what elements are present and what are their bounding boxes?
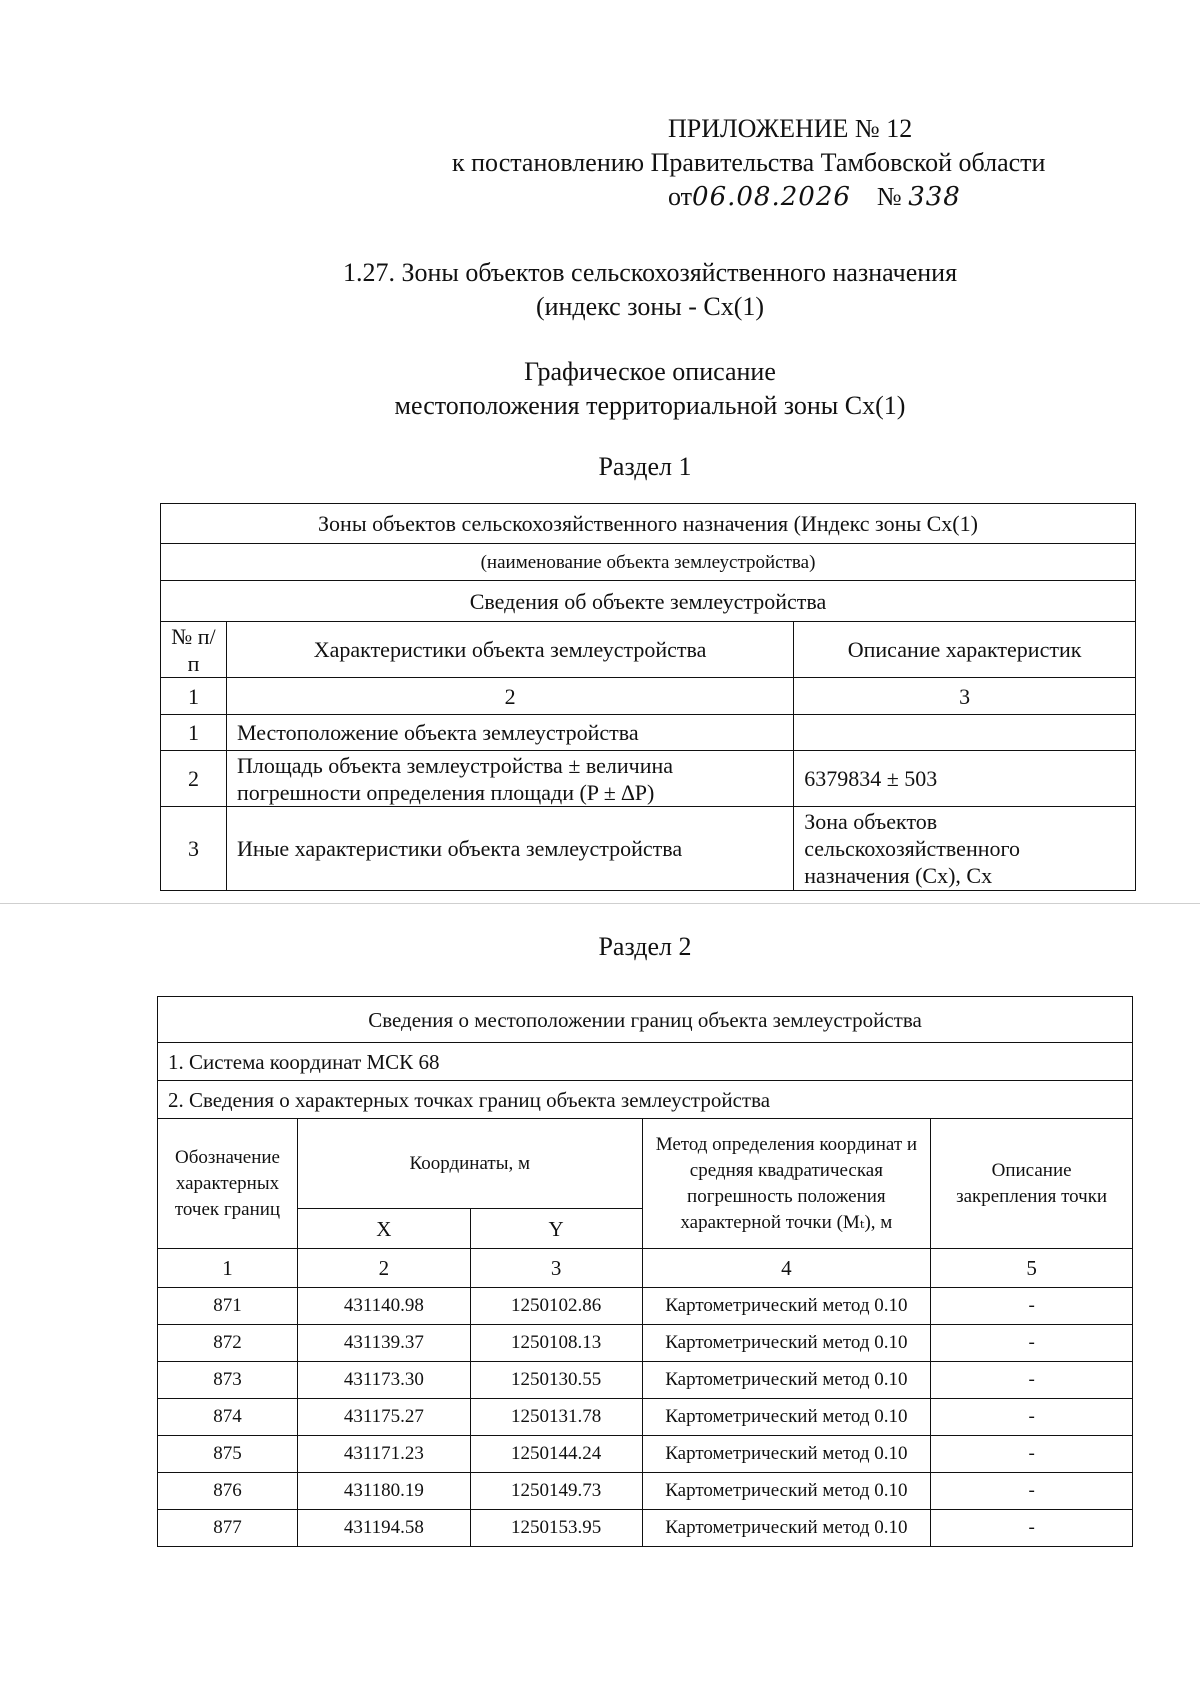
col-index: 2: [226, 678, 793, 715]
point-y: 1250153.95: [470, 1510, 642, 1547]
section1-heading: Раздел 1: [598, 452, 692, 481]
object-name-caption: (наименование объекта землеустройства): [161, 544, 1136, 581]
point-id: 872: [158, 1325, 298, 1362]
point-y: 1250149.73: [470, 1473, 642, 1510]
point-fixation: -: [931, 1510, 1133, 1547]
point-fixation: -: [931, 1473, 1133, 1510]
table-row: [161, 751, 1136, 807]
point-y: 1250130.55: [470, 1362, 642, 1399]
row-num: 3: [161, 807, 227, 891]
appendix-number: ПРИЛОЖЕНИЕ № 12: [668, 114, 913, 143]
object-info-heading: Сведения об объекте землеустройства: [161, 581, 1136, 622]
point-method: Картометрический метод 0.10: [642, 1288, 931, 1325]
point-id: 874: [158, 1399, 298, 1436]
point-x: 431194.58: [297, 1510, 470, 1547]
point-x: 431180.19: [297, 1473, 470, 1510]
point-id: 871: [158, 1288, 298, 1325]
row-num: 1: [161, 715, 227, 751]
point-method: Картометрический метод 0.10: [642, 1399, 931, 1436]
table-row: [161, 807, 1136, 891]
col-header-fixation: Описание закрепления точки: [931, 1119, 1133, 1249]
col-header-point: Обозначение характерных точек границ: [158, 1119, 298, 1249]
handwritten-number: 338: [908, 182, 961, 212]
row-characteristic: Иные характеристики объекта землеустройства: [226, 807, 793, 891]
subtitle-line-2: местоположения территориальной зоны Сх(1): [394, 391, 906, 420]
row-description: [794, 715, 1136, 751]
col-index: 3: [470, 1249, 642, 1288]
point-x: 431140.98: [297, 1288, 470, 1325]
boundary-info-title: Сведения о местоположении границ объекта землеустройства: [158, 997, 1133, 1043]
point-x: 431173.30: [297, 1362, 470, 1399]
points-heading: 2. Сведения о характерных точках границ объекта землеустройства: [158, 1081, 1133, 1119]
point-fixation: -: [931, 1325, 1133, 1362]
title-line-1: 1.27. Зоны объектов сельскохозяйственного назначения: [342, 258, 958, 287]
col-header-method: Метод определения координат и средняя квадратическая погрешность положения характерной точки (Mₜ), м: [642, 1119, 931, 1249]
col-index: 4: [642, 1249, 931, 1288]
table-row: [158, 1288, 1133, 1325]
col-index: 2: [297, 1249, 470, 1288]
point-fixation: -: [931, 1362, 1133, 1399]
appendix-header: [420, 112, 1120, 214]
point-id: 873: [158, 1362, 298, 1399]
point-y: 1250102.86: [470, 1288, 642, 1325]
row-num: 2: [161, 751, 227, 807]
point-method: Картометрический метод 0.10: [642, 1473, 931, 1510]
point-id: 877: [158, 1510, 298, 1547]
section2-heading: Раздел 2: [598, 932, 692, 961]
point-y: 1250144.24: [470, 1436, 642, 1473]
col-index: 1: [158, 1249, 298, 1288]
point-fixation: -: [931, 1399, 1133, 1436]
point-method: Картометрический метод 0.10: [642, 1362, 931, 1399]
table-row: [158, 1436, 1133, 1473]
point-method: Картометрический метод 0.10: [642, 1325, 931, 1362]
point-fixation: -: [931, 1288, 1133, 1325]
row-description: Зона объектов сельскохозяйственного назначения (Сх), Сх: [794, 807, 1136, 891]
row-characteristic: Местоположение объекта землеустройства: [226, 715, 793, 751]
col-header-characteristic: Характеристики объекта землеустройства: [226, 622, 793, 678]
table-row: [161, 715, 1136, 751]
point-x: 431139.37: [297, 1325, 470, 1362]
title-line-2: (индекс зоны - Сх(1): [535, 292, 765, 321]
col-header-x: X: [297, 1209, 470, 1249]
row-description: 6379834 ± 503: [794, 751, 1136, 807]
date-prefix: от: [668, 182, 693, 211]
point-method: Картометрический метод 0.10: [642, 1510, 931, 1547]
col-header-description: Описание характеристик: [794, 622, 1136, 678]
document-title: [50, 256, 1200, 324]
col-header-y: Y: [470, 1209, 642, 1249]
point-method: Картометрический метод 0.10: [642, 1436, 931, 1473]
section2-table: [157, 996, 1133, 1547]
point-id: 875: [158, 1436, 298, 1473]
table-row: [158, 1510, 1133, 1547]
scan-fold-line: [0, 903, 1200, 904]
point-x: 431175.27: [297, 1399, 470, 1436]
section1-table: [160, 503, 1136, 891]
subtitle-line-1: Графическое описание: [524, 357, 776, 386]
appendix-resolution-ref: к постановлению Правительства Тамбовской области: [452, 148, 1046, 177]
col-index: 1: [161, 678, 227, 715]
coordinate-system: 1. Система координат МСК 68: [158, 1043, 1133, 1081]
point-id: 876: [158, 1473, 298, 1510]
col-index: 3: [794, 678, 1136, 715]
row-characteristic: Площадь объекта землеустройства ± величина погрешности определения площади (P ± ∆P): [226, 751, 793, 807]
point-x: 431171.23: [297, 1436, 470, 1473]
document-subtitle: [50, 355, 1200, 423]
appendix-date-line: [668, 180, 1120, 214]
col-header-coords: Координаты, м: [297, 1119, 642, 1209]
col-header-num: № п/п: [161, 622, 227, 678]
table-row: [158, 1399, 1133, 1436]
table-row: [158, 1325, 1133, 1362]
point-fixation: -: [931, 1436, 1133, 1473]
point-y: 1250131.78: [470, 1399, 642, 1436]
table-row: [158, 1473, 1133, 1510]
object-name: Зоны объектов сельскохозяйственного назначения (Индекс зоны Сх(1): [161, 504, 1136, 544]
point-y: 1250108.13: [470, 1325, 642, 1362]
table-row: [158, 1362, 1133, 1399]
col-index: 5: [931, 1249, 1133, 1288]
handwritten-date: 06.08.2026: [692, 182, 851, 212]
number-label: №: [876, 182, 902, 211]
